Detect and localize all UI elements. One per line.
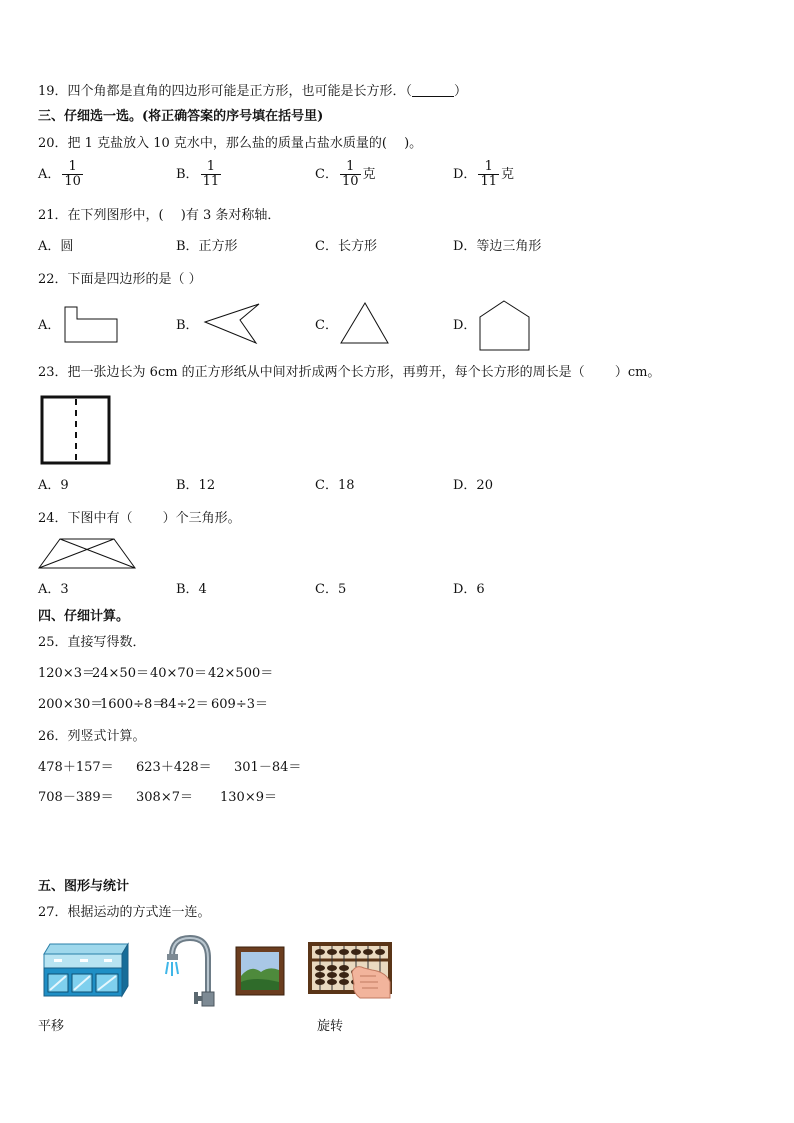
q21-option-a[interactable]: A．圆 <box>38 239 74 254</box>
vertical-calc-item: 708－389＝ <box>38 790 114 805</box>
q20-option-c[interactable] <box>315 160 376 189</box>
q21-option-c[interactable]: C．长方形 <box>315 239 377 254</box>
q21-option-d[interactable]: D．等边三角形 <box>453 239 542 254</box>
vertical-calc-item: 623＋428＝ <box>136 760 212 775</box>
unit: 克 <box>500 166 514 182</box>
calc-item: 40×70＝ <box>150 666 207 681</box>
question-24-text: 24．下图中有（ ）个三角形。 <box>38 511 241 526</box>
picture-frame-image <box>235 946 285 996</box>
label-translation: 平移 <box>38 1019 65 1034</box>
q23-option-b[interactable]: B．12 <box>176 478 216 493</box>
q23-option-d[interactable]: D．20 <box>453 478 493 493</box>
answer-blank[interactable] <box>412 84 454 97</box>
denominator: 11 <box>202 174 220 189</box>
option-label: D． <box>453 166 477 182</box>
question-19-text: 19．四个角都是直角的四边形可能是正方形，也可能是长方形．（ <box>38 84 413 99</box>
label-rotation: 旋转 <box>317 1019 344 1034</box>
q24-option-d[interactable]: D．6 <box>453 582 485 597</box>
fraction <box>62 160 83 189</box>
q22-option-a[interactable]: A． <box>38 318 61 333</box>
concave-quadrilateral-figure <box>204 302 260 344</box>
q22-option-b[interactable]: B． <box>176 318 199 333</box>
question-27-text: 27．根据运动的方式连一连。 <box>38 905 211 920</box>
vertical-calc-item: 478＋157＝ <box>38 760 114 775</box>
fraction <box>478 160 499 189</box>
q20-option-a[interactable] <box>38 160 85 189</box>
q20-option-b[interactable] <box>176 160 223 189</box>
q20-option-d[interactable] <box>453 160 514 189</box>
question-25-text: 25．直接写得数． <box>38 635 146 650</box>
calc-item: 24×50＝ <box>92 666 149 681</box>
section-3-title: 三、仔细选一选。(将正确答案的序号填在括号里) <box>38 109 324 124</box>
l-shape-figure <box>64 306 120 344</box>
question-19 <box>38 84 467 100</box>
faucet-image <box>164 936 218 1008</box>
vertical-calc-item: 308×7＝ <box>136 790 193 805</box>
triangle-figure <box>340 302 390 344</box>
q24-option-a[interactable]: A．3 <box>38 582 69 597</box>
section-4-title: 四、仔细计算。 <box>38 609 130 624</box>
question-20-text: 20．把 1 克盐放入 10 克水中，那么盐的质量占盐水质量的( )。 <box>38 136 423 151</box>
numerator: 1 <box>346 159 355 174</box>
q24-option-c[interactable]: C．5 <box>315 582 347 597</box>
q24-option-b[interactable]: B．4 <box>176 582 207 597</box>
trapezoid-triangles-figure <box>38 538 138 570</box>
pentagon-figure <box>479 300 531 352</box>
calc-item: 1600÷8＝ <box>100 697 166 712</box>
numerator: 1 <box>68 159 77 174</box>
numerator: 1 <box>484 159 493 174</box>
question-22-text: 22．下面是四边形的是（ ） <box>38 272 202 287</box>
q23-option-c[interactable]: C．18 <box>315 478 355 493</box>
calc-item: 120×3＝ <box>38 666 95 681</box>
option-label: B． <box>176 166 199 182</box>
abacus-image <box>308 942 392 1000</box>
numerator: 1 <box>206 159 215 174</box>
denominator: 10 <box>341 174 359 189</box>
q21-option-b[interactable]: B．正方形 <box>176 239 238 254</box>
question-19-close: ） <box>454 84 468 99</box>
fraction <box>201 160 222 189</box>
folded-square-figure <box>40 395 112 465</box>
drawer-cabinet-image <box>42 942 130 998</box>
section-5-title: 五、图形与统计 <box>38 879 130 894</box>
q23-option-a[interactable]: A．9 <box>38 478 69 493</box>
calc-item: 84÷2＝ <box>160 697 209 712</box>
question-26-text: 26．列竖式计算。 <box>38 729 146 744</box>
calc-item: 200×30＝ <box>38 697 104 712</box>
q22-option-c[interactable]: C． <box>315 318 338 333</box>
question-23-text: 23．把一张边长为 6cm 的正方形纸从中间对折成两个长方形，再剪开，每个长方形的周长是（ ）cm。 <box>38 365 661 380</box>
vertical-calc-item: 301－84＝ <box>234 760 302 775</box>
option-label: A． <box>38 166 61 182</box>
denominator: 11 <box>480 174 497 189</box>
denominator: 10 <box>64 174 81 189</box>
vertical-calc-item: 130×9＝ <box>220 790 277 805</box>
fraction <box>340 160 361 189</box>
option-label: C． <box>315 166 338 182</box>
question-21-text: 21．在下列图形中，( )有 3 条对称轴． <box>38 208 281 223</box>
q22-option-d[interactable]: D． <box>453 318 477 333</box>
calc-item: 42×500＝ <box>208 666 274 681</box>
unit: 克 <box>362 166 376 182</box>
calc-item: 609÷3＝ <box>211 697 268 712</box>
